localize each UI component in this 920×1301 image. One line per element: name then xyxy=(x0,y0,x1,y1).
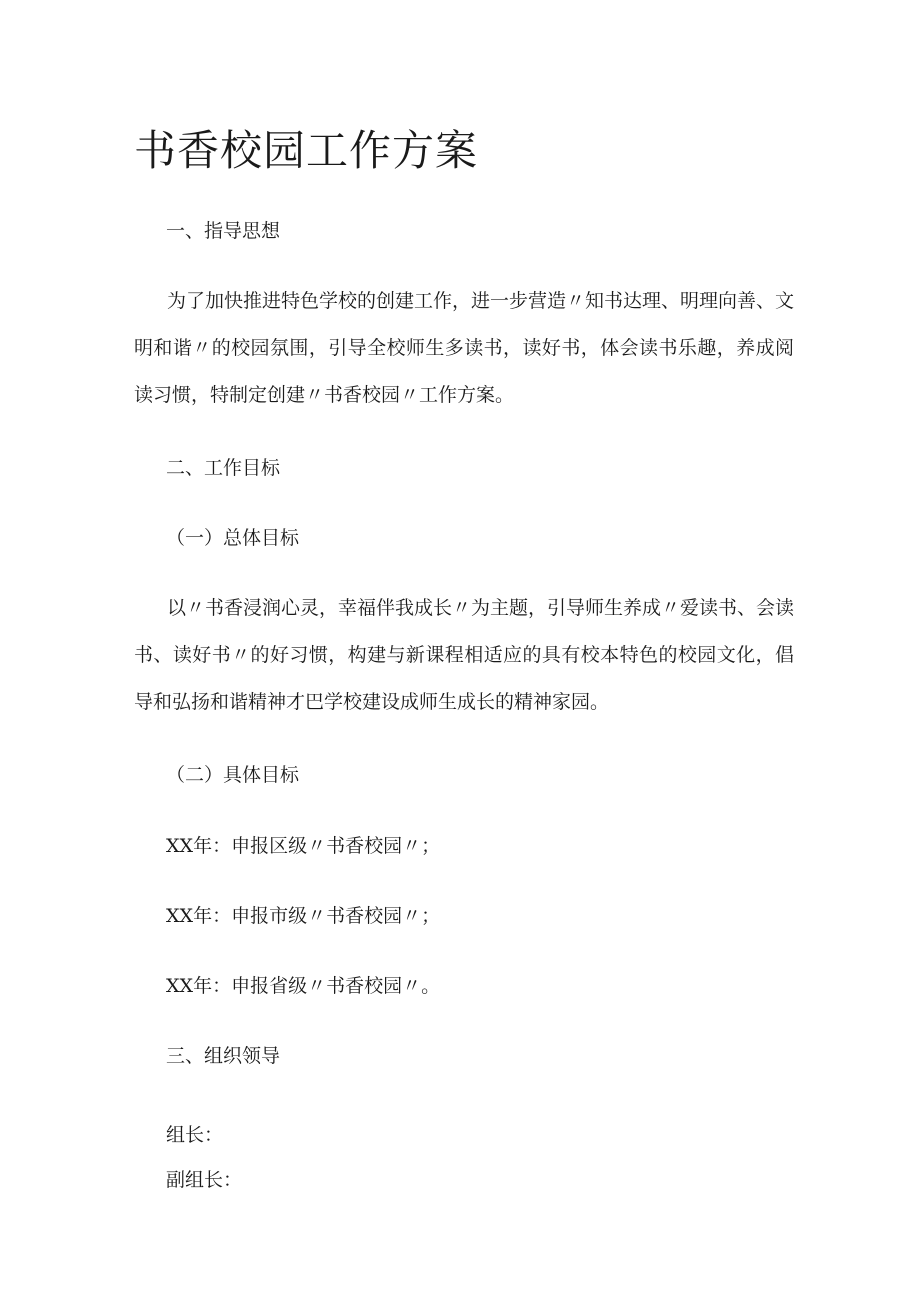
goal-line xyxy=(166,833,440,859)
section-heading-work-goals: 二、工作目标 xyxy=(166,457,281,479)
goal-line xyxy=(166,973,440,999)
goal-line xyxy=(166,903,440,929)
goal-year: XX xyxy=(166,905,194,927)
goal-text: 年：申报市级〃书香校园〃； xyxy=(193,905,441,927)
paragraph-guiding-thought: 为了加快推进特色学校的创建工作，进一步营造〃知书达理、明理向善、文明和谐〃的校园氛围，引导全校师生多读书，读好书，体会读书乐趣，养成阅读习惯，特制定创建〃书香校园〃工作方案。 xyxy=(134,290,795,406)
goal-text: 年：申报省级〃书香校园〃。 xyxy=(193,975,441,997)
leader-label: 组长： xyxy=(166,1124,224,1146)
subheading-specific-goals: （二）具体目标 xyxy=(166,764,300,786)
section-heading-guiding-thought: 一、指导思想 xyxy=(166,220,281,242)
document-title: 书香校园工作方案 xyxy=(134,126,479,175)
paragraph-overall-goal: 以〃书香浸润心灵，幸福伴我成长〃为主题，引导师生养成〃爱读书、会读书、读好书〃的好习惯，构建与新课程相适应的具有校本特色的校园文化，倡导和弘扬和谐精神才巴学校建设成师生成长的精神家园。 xyxy=(134,597,795,713)
goal-year: XX xyxy=(166,975,194,997)
section-heading-organization: 三、组织领导 xyxy=(166,1045,281,1067)
deputy-leader-label: 副组长： xyxy=(166,1169,243,1191)
goal-text: 年：申报区级〃书香校园〃； xyxy=(193,835,441,857)
subheading-overall-goal: （一）总体目标 xyxy=(166,527,300,549)
goal-year: XX xyxy=(166,835,194,857)
